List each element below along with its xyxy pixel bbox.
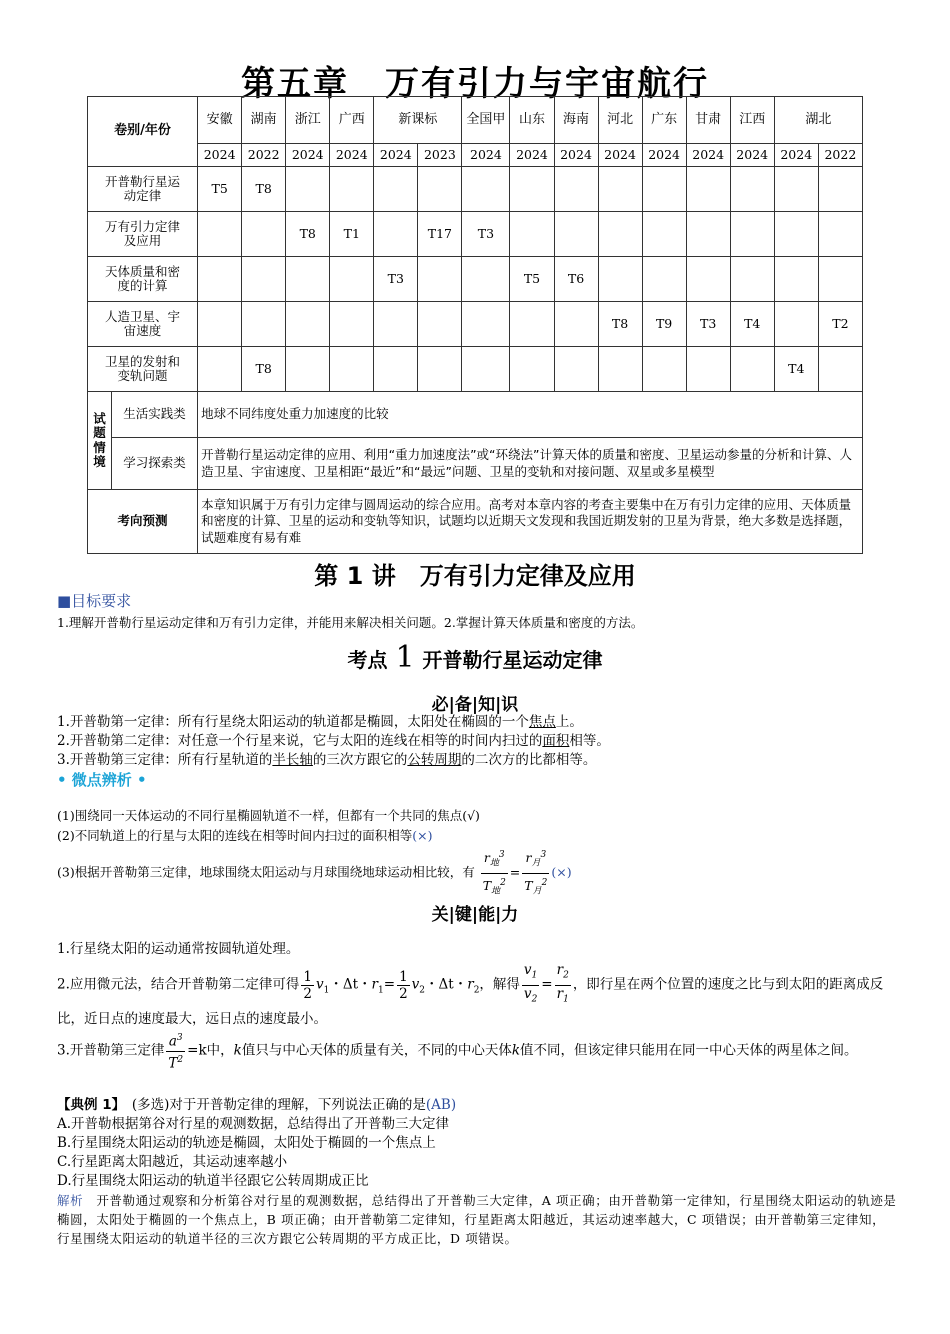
question-cell — [198, 347, 242, 392]
question-cell — [774, 212, 818, 257]
question-cell — [642, 167, 686, 212]
question-cell — [818, 212, 862, 257]
year-cell: 2024 — [330, 144, 374, 167]
question-cell — [774, 257, 818, 302]
question-cell — [598, 212, 642, 257]
kepler-ratio-moon: $\frac{r_月^3}{T_月^2}$ — [522, 846, 549, 900]
example-question: 【典例 1】 (多选)对于开普勒定律的理解，下列说法正确的是(AB) — [57, 1097, 457, 1113]
example-option-c: C.行星距离太阳越近，其运动速率越小 — [57, 1154, 288, 1170]
province-cell: 浙江 — [286, 97, 330, 144]
year-cell: 2024 — [198, 144, 242, 167]
province-cell: 广西 — [330, 97, 374, 144]
year-cell: 2024 — [510, 144, 554, 167]
question-cell — [286, 257, 330, 302]
year-cell: 2024 — [686, 144, 730, 167]
topic-rows — [88, 167, 863, 392]
question-cell — [730, 257, 774, 302]
radius-ratio: $\frac{r_2}{r_1}$ — [556, 962, 569, 1005]
example-option-b: B.行星围绕太阳运动的轨迹是椭圆，太阳处于椭圆的一个焦点上 — [57, 1135, 436, 1151]
question-cell — [510, 167, 554, 212]
topic-row — [88, 167, 863, 212]
question-cell — [598, 257, 642, 302]
question-cell — [198, 257, 242, 302]
question-cell — [554, 302, 598, 347]
question-cell — [686, 257, 730, 302]
question-cell: T4 — [730, 302, 774, 347]
micro-item-2: (2)不同轨道上的行星与太阳的连线在相等时间内扫过的面积相等(×) — [57, 828, 433, 843]
key-item-3: 3.开普勒第三定律 $\frac{a^3}{T^2}$ =k中，k值只与中心天体的质量有关，不同的中心天体k值不同，但该定律只能用在同一中心天体的两星体之间。 — [57, 1030, 897, 1072]
micro-heading: • 微点辨析 • — [57, 771, 147, 789]
question-cell — [242, 257, 286, 302]
question-cell — [374, 302, 418, 347]
question-cell: T8 — [242, 347, 286, 392]
example-option-a: A.开普勒根据第谷对行星的观测数据，总结得出了开普勒三大定律 — [57, 1116, 450, 1132]
question-cell — [554, 212, 598, 257]
province-cell: 全国甲 — [462, 97, 510, 144]
year-cell: 2022 — [818, 144, 862, 167]
question-cell: T3 — [374, 257, 418, 302]
question-cell: T4 — [774, 347, 818, 392]
year-cell: 2024 — [462, 144, 510, 167]
question-cell: T8 — [242, 167, 286, 212]
question-cell — [330, 302, 374, 347]
question-cell — [374, 212, 418, 257]
question-cell: T6 — [554, 257, 598, 302]
exam-distribution-table — [87, 96, 863, 554]
key-heading: 关|键|能|力 — [431, 905, 519, 925]
micro-item-1: (1)围绕同一天体运动的不同行星椭圆轨道不一样，但都有一个共同的焦点(√) — [57, 808, 480, 823]
question-cell — [730, 167, 774, 212]
question-cell — [462, 302, 510, 347]
question-cell — [818, 167, 862, 212]
question-cell — [198, 212, 242, 257]
question-cell — [198, 302, 242, 347]
question-cell — [730, 212, 774, 257]
law-1: 1.开普勒第一定律：所有行星绕太阳运动的轨道都是椭圆，太阳处在椭圆的一个焦点上。 — [57, 714, 583, 730]
question-cell — [730, 347, 774, 392]
year-cell: 2023 — [418, 144, 462, 167]
question-cell — [418, 257, 462, 302]
question-cell — [554, 347, 598, 392]
topic-row — [88, 302, 863, 347]
key-item-1: 1.行星绕太阳的运动通常按圆轨道处理。 — [57, 941, 300, 957]
question-cell: T1 — [330, 212, 374, 257]
question-cell: T8 — [598, 302, 642, 347]
question-cell — [462, 257, 510, 302]
context-label: 试 题 情 境 — [88, 392, 112, 490]
question-cell — [818, 347, 862, 392]
province-cell: 广东 — [642, 97, 686, 144]
question-cell — [242, 302, 286, 347]
province-cell: 山东 — [510, 97, 554, 144]
question-cell — [462, 167, 510, 212]
question-cell — [642, 257, 686, 302]
question-cell — [554, 167, 598, 212]
life-practice-text: 地球不同纬度处重力加速度的比较 — [198, 392, 863, 438]
key-item-2: 2.应用微元法，结合开普勒第二定律可得 $\frac{1}{2}$ $v_1$・Δt・$r_1=$ $\frac{1}{2}$ $v_2$・Δt・$r_2$，解得 $\frac{v_1}{v_2}$ = $\frac{r_2}{r_1}$ ，即行星在两个位置的速度之比与到太阳的距离成反比，近日点的速度最大，远日点的速度最小。 — [57, 962, 884, 1028]
question-cell — [286, 347, 330, 392]
law-2: 2.开普勒第二定律：对任意一个行星来说，它与太阳的连线在相等的时间内扫过的面积相等。 — [57, 733, 610, 749]
goal-heading: ■目标要求 — [57, 592, 132, 610]
topic-row — [88, 257, 863, 302]
question-cell — [686, 167, 730, 212]
question-cell — [374, 167, 418, 212]
province-cell: 湖北 — [774, 97, 862, 144]
question-cell: T3 — [462, 212, 510, 257]
year-cell: 2024 — [554, 144, 598, 167]
point-title: 考点 1 开普勒行星运动定律 — [347, 640, 603, 675]
question-cell — [686, 212, 730, 257]
question-cell — [330, 167, 374, 212]
question-cell — [462, 347, 510, 392]
chapter-title: 第五章 万有引力与宇宙航行 — [241, 64, 709, 104]
law-3: 3.开普勒第三定律：所有行星轨道的半长轴的三次方跟它的公转周期的二次方的比都相等。 — [57, 752, 597, 768]
question-cell: T17 — [418, 212, 462, 257]
question-cell — [818, 257, 862, 302]
question-cell — [774, 302, 818, 347]
question-cell — [418, 302, 462, 347]
question-cell: T3 — [686, 302, 730, 347]
province-cell: 湖南 — [242, 97, 286, 144]
topic-label: 卫星的发射和变轨问题 — [88, 347, 198, 392]
question-cell — [330, 257, 374, 302]
question-cell — [598, 347, 642, 392]
micro-item-3: (3)根据开普勒第三定律，地球围绕太阳运动与月球围绕地球运动相比较，有 $\frac{r_地^3}{T_地^2}$ = $\frac{r_月^3}{T_月^2}$ (×) — [57, 846, 897, 894]
year-cell: 2024 — [774, 144, 818, 167]
question-cell — [642, 212, 686, 257]
question-cell: T5 — [198, 167, 242, 212]
year-cell: 2024 — [374, 144, 418, 167]
life-practice-label: 生活实践类 — [112, 392, 198, 438]
year-cell: 2024 — [598, 144, 642, 167]
question-cell — [418, 167, 462, 212]
question-cell — [598, 167, 642, 212]
year-cell: 2024 — [286, 144, 330, 167]
topic-label: 开普勒行星运动定律 — [88, 167, 198, 212]
question-cell — [330, 347, 374, 392]
province-cell: 安徽 — [198, 97, 242, 144]
study-explore-text: 开普勒行星运动定律的应用、利用“重力加速度法”或“环绕法”计算天体的质量和密度、卫星运动参量的分析和计算、人造卫星、宇宙速度、卫星相距“最近”和“最远”问题、卫星的变轨和对接问题、双星或多星模型 — [198, 438, 863, 490]
year-cell: 2024 — [730, 144, 774, 167]
province-cell: 河北 — [598, 97, 642, 144]
province-cell: 海南 — [554, 97, 598, 144]
province-cell: 江西 — [730, 97, 774, 144]
province-cell: 新课标 — [374, 97, 462, 144]
question-cell — [242, 212, 286, 257]
question-cell — [510, 347, 554, 392]
question-cell — [510, 212, 554, 257]
example-option-d: D.行星围绕太阳运动的轨道半径跟它公转周期成正比 — [57, 1173, 369, 1189]
question-cell — [418, 347, 462, 392]
forecast-row — [88, 490, 863, 554]
life-practice-row — [88, 392, 863, 438]
province-cell: 甘肃 — [686, 97, 730, 144]
forecast-text: 本章知识属于万有引力定律与圆周运动的综合应用。高考对本章内容的考查主要集中在万有引力定律的应用、天体质量和密度的计算、卫星的运动和变轨等知识，试题均以近期天文发现和我国近期发射的卫星为背景，绝大多数是选择题，试题难度有易有难 — [198, 490, 863, 554]
question-cell: T2 — [818, 302, 862, 347]
question-cell — [686, 347, 730, 392]
question-cell — [642, 347, 686, 392]
year-cell: 2022 — [242, 144, 286, 167]
topic-row — [88, 212, 863, 257]
velocity-ratio: $\frac{v_1}{v_2}$ — [523, 962, 538, 1005]
question-cell: T9 — [642, 302, 686, 347]
lecture-title: 第 1 讲 万有引力定律及应用 — [314, 562, 636, 590]
topic-label: 天体质量和密度的计算 — [88, 257, 198, 302]
question-cell: T5 — [510, 257, 554, 302]
question-cell — [286, 167, 330, 212]
knowledge-heading: 必|备|知|识 — [431, 695, 519, 715]
example-analysis: 解析 开普勒通过观察和分析第谷对行星的观测数据，总结得出了开普勒三大定律，A 项正确；由开普勒第一定律知，行星围绕太阳运动的轨迹是椭圆，太阳处于椭圆的一个焦点上，B 项正确；由开普勒第二定律知，行星距离太阳越近，其运动速率越大，C 项错误；由开普勒第三定律知，行星围绕太阳运动的轨道半径的三次方跟它公转周期的平方成正比，D 项错误。 — [57, 1193, 897, 1246]
topic-label: 人造卫星、宇宙速度 — [88, 302, 198, 347]
study-explore-label: 学习探索类 — [112, 438, 198, 490]
study-explore-row — [88, 438, 863, 490]
kepler-third-law-fraction: $\frac{a^3}{T^2}$ — [166, 1030, 185, 1072]
topic-row — [88, 347, 863, 392]
table-corner: 卷别/年份 — [88, 97, 198, 167]
question-cell — [374, 347, 418, 392]
goal-text: 1.理解开普勒行星运动定律和万有引力定律，并能用来解决相关问题。2.掌握计算天体质量和密度的方法。 — [57, 615, 644, 630]
question-cell — [510, 302, 554, 347]
forecast-label: 考向预测 — [88, 490, 198, 554]
question-cell: T8 — [286, 212, 330, 257]
kepler-ratio-earth: $\frac{r_地^3}{T_地^2}$ — [481, 846, 508, 900]
question-cell — [286, 302, 330, 347]
topic-label: 万有引力定律及应用 — [88, 212, 198, 257]
question-cell — [774, 167, 818, 212]
year-cell: 2024 — [642, 144, 686, 167]
province-row — [88, 97, 863, 144]
year-row — [88, 144, 863, 167]
